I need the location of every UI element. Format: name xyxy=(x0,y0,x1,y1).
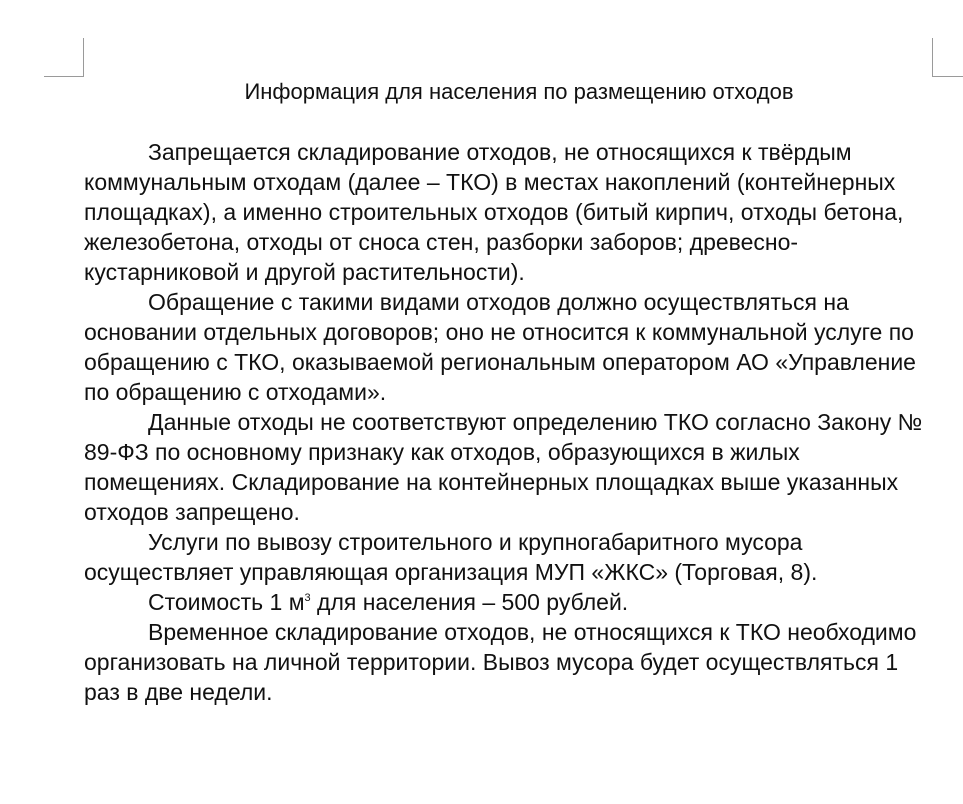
paragraph-prohibition: Запрещается складирование отходов, не относящихся к твёрдым коммунальным отходам (далее – ТКО) в местах накоплений (контейнерных площадках), а именно строительных отходов (битый кирпич, отходы бетона, железобетона, отходы от сноса стен, разборки заборов; древесно-кустарниковой и другой растительности). xyxy=(84,139,904,285)
crop-mark-top-left xyxy=(44,38,84,77)
paragraph-contracts: Обращение с такими видами отходов должно осуществляться на основании отдельных договоров; оно не относится к коммунальной услуге по обращению с ТКО, оказываемой региональным оператором АО «Управление по обращению с отходами». xyxy=(84,289,916,405)
cost-superscript: 3 xyxy=(304,592,311,604)
cost-prefix: Стоимость 1 м xyxy=(148,589,305,615)
cost-suffix: для населения – 500 рублей. xyxy=(310,589,629,615)
crop-mark-top-right xyxy=(932,38,963,77)
paragraph-cost xyxy=(84,587,934,617)
paragraph-temporary-storage: Временное складирование отходов, не относящихся к ТКО необходимо организовать на личной территории. Вывоз мусора будет осуществляться 1 раз в две недели. xyxy=(84,619,917,705)
document-body xyxy=(84,77,934,707)
paragraph-law: Данные отходы не соответствуют определению ТКО согласно Закону № 89-ФЗ по основному признаку как отходов, образующихся в жилых помещениях. Складирование на контейнерных площадках выше указанных отходов запрещено. xyxy=(84,409,923,525)
paragraph-services: Услуги по вывозу строительного и крупногабаритного мусора осуществляет управляющая организация МУП «ЖКС» (Торговая, 8). xyxy=(84,529,818,585)
document-title: Информация для населения по размещению отходов xyxy=(244,79,794,104)
